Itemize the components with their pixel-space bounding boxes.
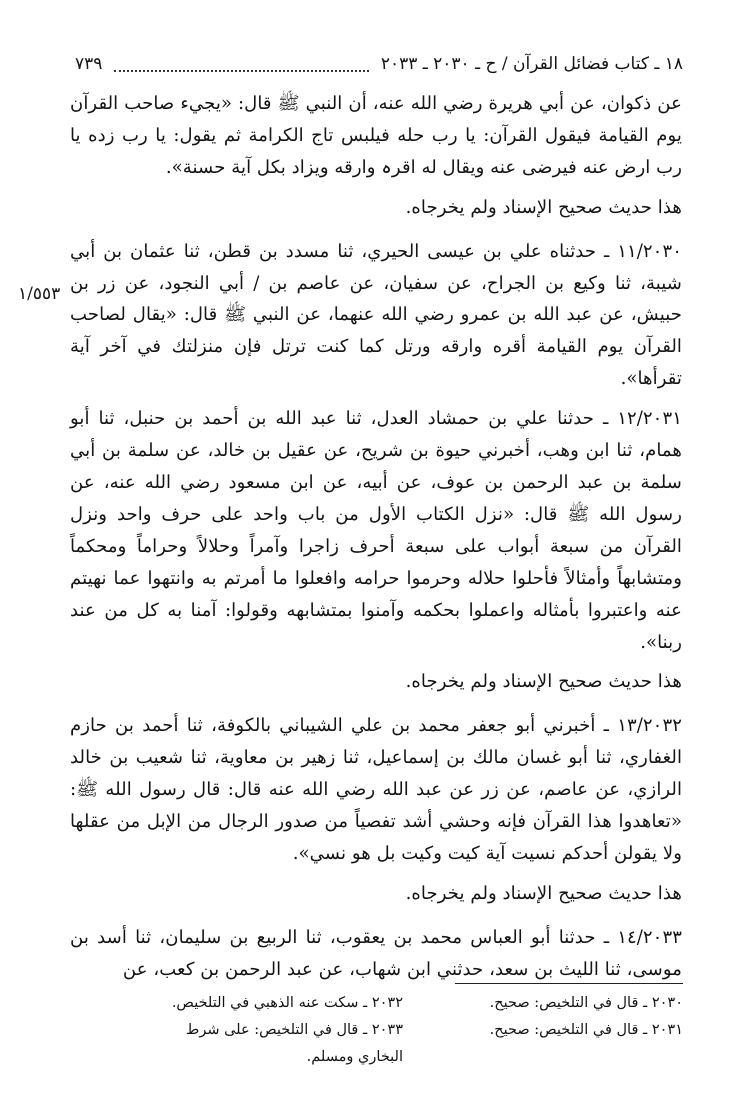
hadith-verdict: هذا حديث صحيح الإسناد ولم يخرجاه. (405, 196, 682, 218)
footnote-row (155, 990, 683, 1017)
hadith-verdict: هذا حديث صحيح الإسناد ولم يخرجاه. (405, 671, 682, 693)
footnote: ٢٠٣٣ ـ قال في التلخيص: على شرط البخاري ومسلم. (185, 1022, 403, 1065)
running-title: ١٨ ـ كتاب فضائل القرآن / ح ـ ٢٠٣٠ ـ ٢٠٣٣ (380, 54, 683, 74)
hadith-paragraph: ١٣/٢٠٣٢ ـ أخبرني أبو جعفر محمد بن علي الشيباني بالكوفة، ثنا أحمد بن حازم الغفاري، ثنا أبو غسان مالك بن إسماعيل، ثنا زهير بن معاوية، ثنا شعيب بن خالد الرازي، عن عاصم، عن زر عن عبد الله رضي الله عنه قال: قال رسول الله ﷺ: «تعاهدوا هذا القرآن فإنه وحشي أشد تفصياً من صدور الرجال من الإبل من عقلها ولا يقولن أحدكم نسيت آية كيت وكيت بل هو نسي». (70, 715, 682, 864)
footnote: ٢٠٣١ ـ قال في التلخيص: صحيح. (489, 1022, 683, 1038)
footnote: ٢٠٣٠ ـ قال في التلخيص: صحيح. (489, 995, 683, 1011)
footnote: ٢٠٣٢ ـ سكت عنه الذهبي في التلخيص. (171, 995, 403, 1011)
hadith-paragraph: ١٢/٢٠٣١ ـ حدثنا علي بن حمشاد العدل، ثنا عبد الله بن أحمد بن حنبل، ثنا أبو همام، ثنا ابن وهب، أخبرني حيوة بن شريح، عن عقيل بن خالد، عن سلمة بن أبي سلمة بن عبد الرحمن بن عوف، عن أبيه، عن ابن مسعود رضي الله عنه، عن رسول الله ﷺ قال: «نزل الكتاب الأول من باب واحد على حرف واحد ونزل القرآن من سبعة أبواب على سبعة أحرف زاجرا وآمراً وحلالاً وحراماً ومحكماً ومتشابهاً وأمثالاً فأحلوا حلاله وحرموا حرامه وافعلوا ما أمرتم به وانتهوا عما نهيتم عنه واعتبروا بأمثاله واعملوا بحكمه وآمنوا بمتشابهه وقولوا: آمنا به كل من عند ربنا». (70, 408, 682, 653)
header-leader-dots (114, 56, 368, 72)
footnote-separator (455, 983, 683, 984)
hadith-paragraph: ١٤/٢٠٣٣ ـ حدثنا أبو العباس محمد بن يعقوب، ثنا الربيع بن سليمان، ثنا أسد بن موسى، ثنا الليث بن سعد، حدثني ابن شهاب، عن عبد الرحمن بن كعب، عن (70, 926, 682, 980)
page-number: ٧٣٩ (75, 54, 103, 74)
running-header (75, 50, 683, 78)
hadith-paragraph: عن ذكوان، عن أبي هريرة رضي الله عنه، أن النبي ﷺ قال: «يجيء صاحب القرآن يوم القيامة فيقول القرآن: يا رب حله فيلبس تاج الكرامة ثم يقول: يا رب زده يا رب ارض عنه فيرضى عنه ويقال له اقرہ وارقه ويزاد بكل آية حسنة». (70, 93, 682, 178)
footnote-row (155, 1017, 683, 1071)
margin-reference: ١/٥٥٣ (18, 284, 61, 304)
hadith-verdict: هذا حديث صحيح الإسناد ولم يخرجاه. (405, 882, 682, 904)
hadith-paragraph: ١١/٢٠٣٠ ـ حدثناه علي بن عيسى الحيري، ثنا مسدد بن قطن، ثنا عثمان بن أبي شيبة، ثنا وكيع بن الجراح، عن سفيان، عن عاصم بن / أبي النجود، عن زر بن حبيش، عن عبد الله بن عمرو رضي الله عنهما، عن النبي ﷺ قال: «يقال لصاحب القرآن يوم القيامة أقره وارقه ورتل كما كنت ترتل فإن منزلتك في آخر آية تقرأها». (70, 240, 682, 390)
main-text (70, 88, 682, 994)
footnotes (155, 990, 683, 1071)
